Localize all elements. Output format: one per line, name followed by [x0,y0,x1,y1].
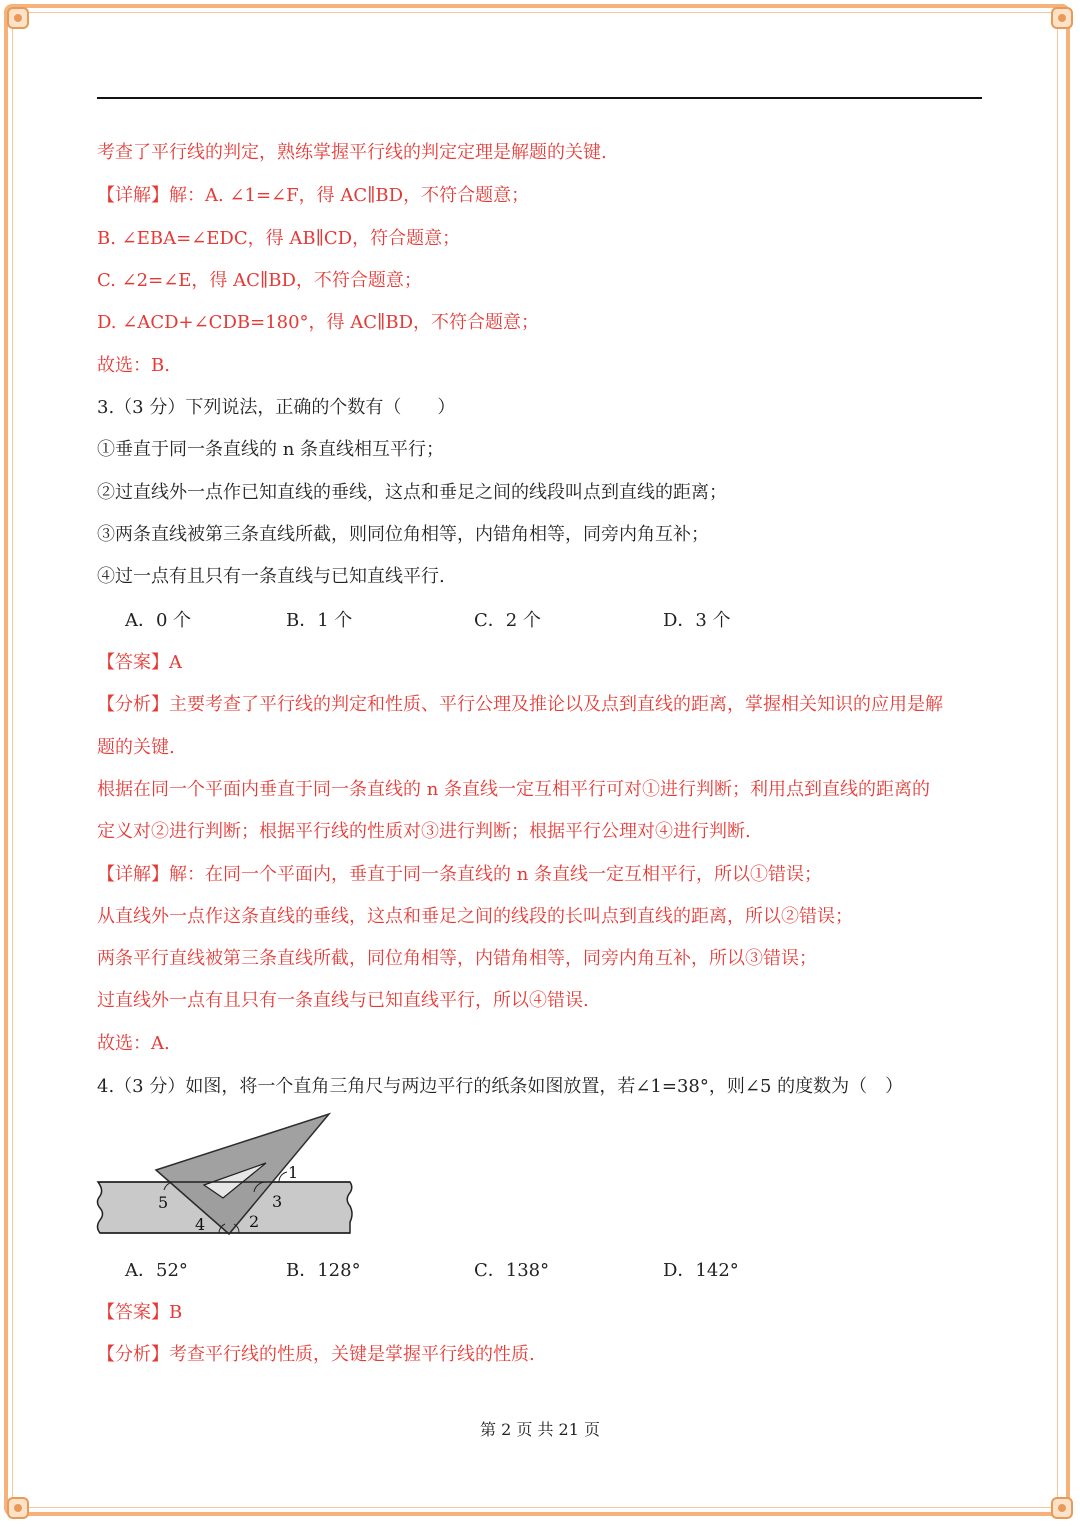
analysis-tag: 【分析】 [97,1344,169,1365]
corner-ornament-icon [1050,6,1074,30]
question-3-item: ③两条直线被第三条直线所截，则同位角相等，内错角相等，同旁内角互补； [97,524,709,545]
analysis-line: 根据在同一个平面内垂直于同一条直线的 n 条直线一定互相平行可对①进行判断；利用点到直线的距离的 [97,779,931,800]
answer-line: 【答案】A [97,652,182,673]
analysis-tag: 【分析】 [97,694,169,715]
solution-summary: 考查了平行线的判定，熟练掌握平行线的判定定理是解题的关键. [97,142,607,163]
corner-ornament-icon [1050,1496,1074,1520]
option-b: B．128° [286,1260,361,1281]
angle-label-2: 2 [249,1212,260,1231]
analysis-line: 题的关键. [97,737,175,758]
analysis-text: 主要考查了平行线的判定和性质、平行公理及推论以及点到直线的距离，掌握相关知识的应用是解 [169,694,943,715]
question-3-item: ④过一点有且只有一条直线与已知直线平行. [97,566,445,587]
analysis-line [97,690,943,716]
corner-ornament-icon [6,1496,30,1520]
angle-label-1: 1 [288,1163,299,1182]
detail-text: 解：A. ∠1=∠F，得 AC∥BD，不符合题意； [169,185,530,206]
detail-line: 过直线外一点有且只有一条直线与已知直线平行，所以④错误. [97,990,589,1011]
choice-line: 故选：A. [97,1033,170,1054]
detail-line [97,860,822,886]
analysis-line: 定义对②进行判断；根据平行线的性质对③进行判断；根据平行公理对④进行判断. [97,821,751,842]
question-3-stem: 3.（3 分）下列说法，正确的个数有（ ） [97,397,456,418]
detail-tag: 【详解】 [97,864,169,885]
angle-label-3: 3 [272,1192,283,1211]
header-rule [97,97,982,99]
option-a: A．0 个 [125,610,192,631]
detail-line: C. ∠2=∠E，得 AC∥BD，不符合题意； [97,270,422,291]
detail-line: 从直线外一点作这条直线的垂线，这点和垂足之间的线段的长叫点到直线的距离，所以②错误； [97,906,853,927]
detail-line [97,181,529,207]
detail-text: 解：在同一个平面内，垂直于同一条直线的 n 条直线一定互相平行，所以①错误； [169,864,823,885]
detail-tag: 【详解】 [97,185,169,206]
option-b: B．1 个 [286,610,353,631]
option-c: C．138° [474,1260,550,1281]
question-3-item: ①垂直于同一条直线的 n 条直线相互平行； [97,439,445,460]
analysis-line [97,1340,535,1366]
option-a: A．52° [125,1260,188,1281]
angle-label-5: 5 [158,1193,169,1212]
analysis-text: 考查平行线的性质，关键是掌握平行线的性质. [169,1344,535,1365]
question-4-stem: 4.（3 分）如图，将一个直角三角尺与两边平行的纸条如图放置，若∠1=38°，则∠5 的度数为（ ） [97,1076,904,1097]
answer-line: 【答案】B [97,1302,183,1323]
angle-label-4: 4 [195,1215,206,1234]
choice-line: 故选：B. [97,355,170,376]
page-footer: 第 2 页 共 21 页 [480,1420,600,1439]
question-3-item: ②过直线外一点作已知直线的垂线，这点和垂足之间的线段叫点到直线的距离； [97,482,727,503]
detail-line: 两条平行直线被第三条直线所截，同位角相等，内错角相等，同旁内角互补，所以③错误； [97,948,817,969]
corner-ornament-icon [6,6,30,30]
option-d: D．3 个 [663,610,731,631]
option-d: D．142° [663,1260,739,1281]
detail-line: B. ∠EBA=∠EDC，得 AB∥CD，符合题意； [97,228,461,249]
detail-line: D. ∠ACD+∠CDB=180°，得 AC∥BD，不符合题意； [97,312,540,333]
option-c: C．2 个 [474,610,541,631]
triangle-ruler-figure [94,1110,356,1238]
